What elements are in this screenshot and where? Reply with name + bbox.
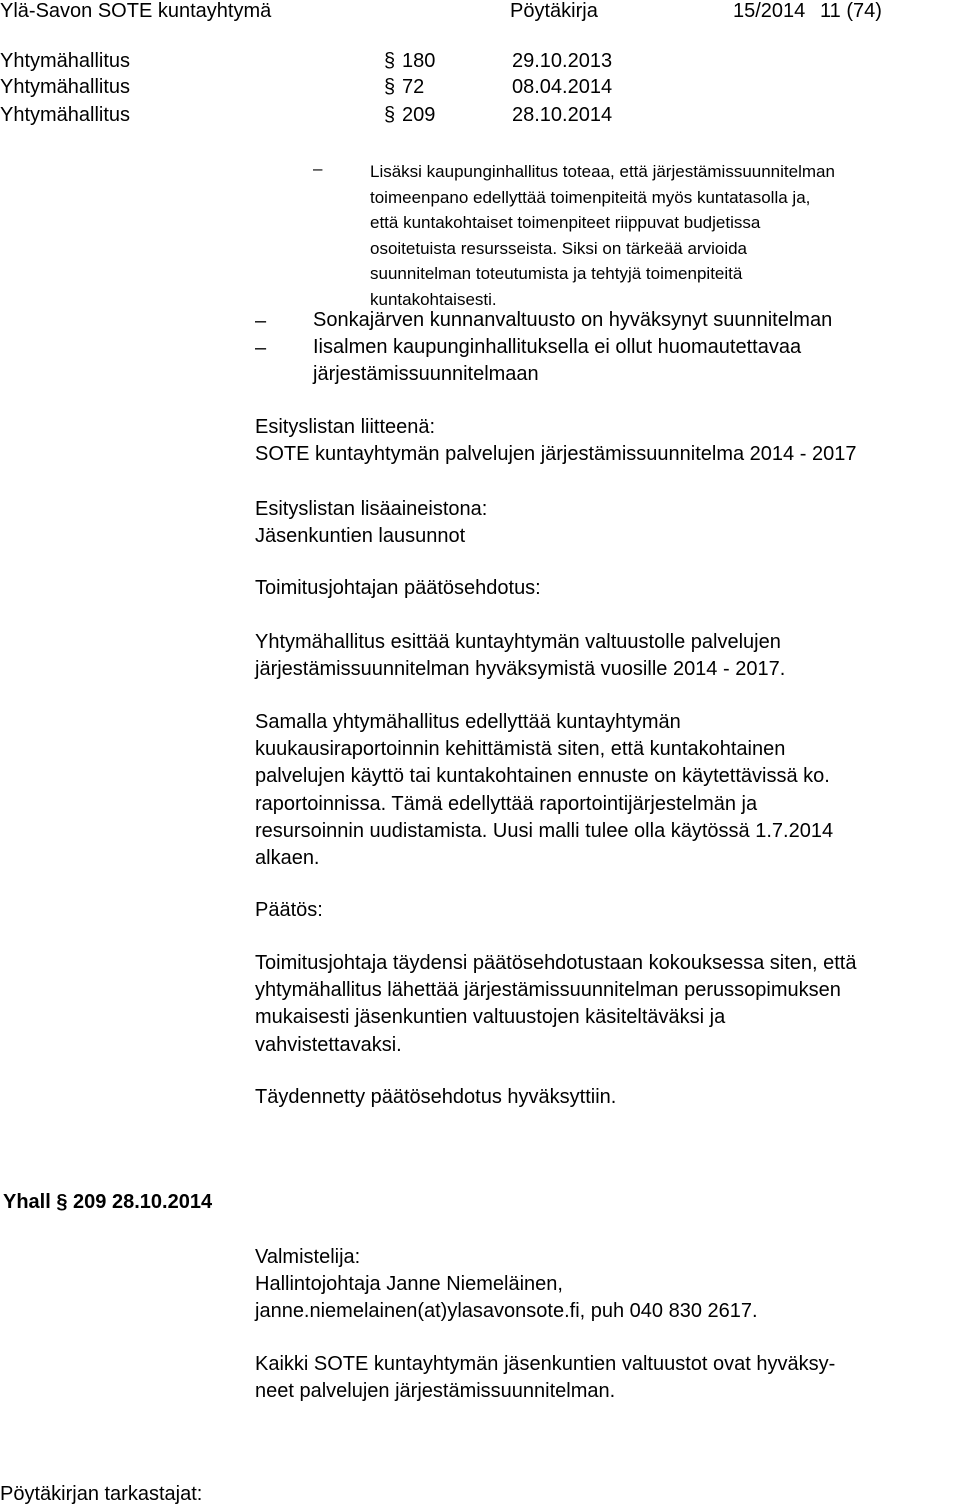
- meeting-section: 209: [402, 104, 436, 126]
- page-number: 11 (74): [820, 0, 882, 22]
- meeting-body: Yhtymähallitus: [0, 76, 131, 98]
- additional-label: Esityslistan lisäaineistona:: [255, 498, 488, 520]
- meeting-date: 08.04.2014: [512, 76, 613, 98]
- org-name: Ylä-Savon SOTE kuntayhtymä: [0, 0, 272, 22]
- reference-heading: [3, 1191, 212, 1214]
- bullet-dash-icon: –: [255, 310, 267, 332]
- meeting-body: Yhtymähallitus: [0, 104, 131, 126]
- meeting-section: 180: [402, 50, 436, 72]
- section-symbol: §: [56, 1191, 68, 1213]
- decision-para-2: Täydennetty päätösehdotus hyväksyttiin.: [255, 1086, 617, 1108]
- attachment-value: SOTE kuntayhtymän palvelujen järjestämissuunnitelma 2014 - 2017: [255, 443, 857, 466]
- meeting-section: 72: [402, 76, 425, 98]
- bullet-dash-icon: –: [255, 337, 267, 359]
- proposal-label: Toimitusjohtajan päätösehdotus:: [255, 577, 541, 599]
- preparer-name: Hallintojohtaja Janne Niemeläinen,: [255, 1273, 563, 1296]
- additional-block: [255, 496, 487, 550]
- additional-value: Jäsenkuntien lausunnot: [255, 525, 466, 548]
- reference-section: 209: [73, 1191, 107, 1213]
- attachment-block: [255, 414, 856, 468]
- preparer-label: Valmistelija:: [255, 1246, 361, 1268]
- reference-date: 28.10.2014: [111, 1191, 213, 1213]
- proposal-para-2: Samalla yhtymähallitus edellyttää kuntayhtymän kuukausiraportoinnin kehittämistä siten, että kuntakohtainen palvelujen käyttö tai kuntakohtainen ennuste on käytettävissä ko. raportoinnissa. Tämä edellyttää raportointijärjestelmän ja resursoinnin uudistamista. Uusi malli tulee olla käytössä 1.7.2014 alkaen.: [255, 711, 834, 870]
- doc-type: Pöytäkirja: [510, 0, 598, 22]
- bullet-nested-text: Lisäksi kaupunginhallitus toteaa, että järjestämissuunnitelman toimeenpano edellyttää toimenpiteitä myös kuntatasolla ja, että kuntakohtaiset toimenpiteet riippuvat budjetissa osoitetuista resursseista. Siksi on tärkeää arvioida suunnitelman toteutumista ja tehtyjä toimenpiteitä kuntakohtaisesti.: [370, 162, 835, 309]
- meeting-date: 28.10.2014: [512, 104, 613, 126]
- bullet-main-text: Sonkajärven kunnanvaltuusto on hyväksynyt suunnitelman: [313, 309, 833, 331]
- section-symbol: §: [384, 76, 396, 98]
- decision-para-1: Toimitusjohtaja täydensi päätösehdotustaan kokouksessa siten, että yhtymähallitus lähettää järjestämissuunnitelman perussopimuksen mukaisesti jäsenkuntien valtuustojen käsiteltäväksi ja vahvistettavaksi.: [255, 952, 857, 1056]
- preparer-contact: janne.niemelainen(at)ylasavonsote.fi, puh 040 830 2617.: [255, 1300, 758, 1323]
- meeting-body: Yhtymähallitus: [0, 50, 131, 72]
- section-symbol: §: [384, 50, 396, 72]
- attachment-label: Esityslistan liitteenä:: [255, 416, 436, 438]
- note-paragraph: Kaikki SOTE kuntayhtymän jäsenkuntien valtuustot ovat hyväksy- neet palvelujen järjestämissuunnitelman.: [255, 1353, 836, 1403]
- reference-body: Yhall: [3, 1191, 51, 1213]
- inspectors-label: Pöytäkirjan tarkastajat:: [0, 1483, 203, 1505]
- meeting-date: 29.10.2013: [512, 50, 613, 72]
- bullet-dash-icon: –: [313, 159, 323, 178]
- preparer-block: [255, 1244, 758, 1326]
- bullet-main-text: Iisalmen kaupunginhallituksella ei ollut huomautettavaa järjestämissuunnitelmaan: [313, 336, 802, 386]
- proposal-para-1: Yhtymähallitus esittää kuntayhtymän valtuustolle palvelujen järjestämissuunnitelman hyväksymistä vuosille 2014 - 2017.: [255, 631, 786, 681]
- doc-number: 15/2014: [733, 0, 806, 22]
- decision-label: Päätös:: [255, 899, 323, 921]
- section-symbol: §: [384, 104, 396, 126]
